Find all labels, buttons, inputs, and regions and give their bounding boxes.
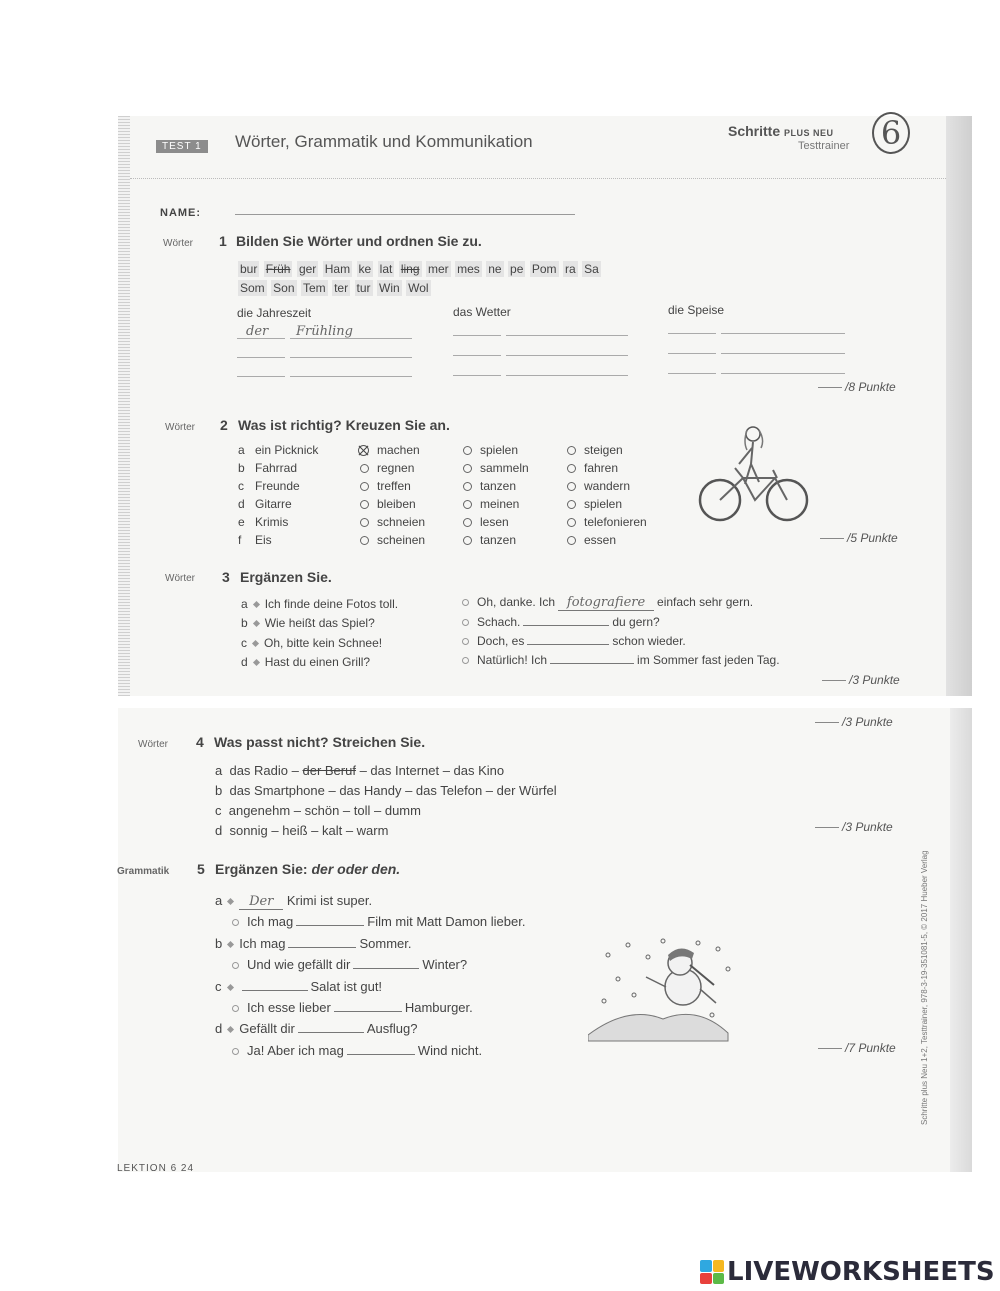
option-label: bleiben [377, 497, 416, 511]
option[interactable] [463, 443, 518, 457]
diamond-icon [226, 984, 233, 991]
diamond-icon [253, 620, 260, 627]
s3-points [822, 673, 900, 687]
option-label: treffen [377, 479, 411, 493]
answer-blank[interactable] [453, 335, 501, 336]
row-letter: a [238, 443, 245, 457]
answer-blank[interactable] [668, 353, 716, 354]
syllable: Som [240, 281, 265, 295]
question-text: Wie heißt das Spiel? [264, 616, 375, 630]
option[interactable] [463, 533, 516, 547]
option[interactable] [567, 479, 630, 493]
syllable: ra [564, 262, 576, 276]
row-letter: b [241, 616, 248, 630]
line-text: Ich mag [247, 914, 294, 929]
row-letter: a [241, 597, 248, 611]
word-list: – das Internet – das Kino [359, 763, 505, 778]
answer-blank[interactable] [237, 376, 285, 377]
answer-blank[interactable] [721, 353, 845, 354]
line-text: Film mit Matt Damon lieber. [367, 914, 526, 929]
radio-circle-icon [360, 518, 369, 527]
row-letter: d [215, 1021, 223, 1036]
s5-line-b2 [232, 957, 467, 972]
syllable: Win [379, 281, 400, 295]
circle-bullet-icon [232, 962, 239, 969]
s3-answer-d [462, 653, 780, 667]
answer-blank[interactable] [298, 1032, 364, 1033]
diamond-icon [227, 941, 234, 948]
line-text: Winter? [422, 957, 468, 972]
line-text: Ich esse lieber [247, 1000, 331, 1015]
lesson-number: 6 [872, 112, 910, 154]
question-text: Oh, bitte kein Schnee! [264, 636, 383, 650]
s1-title: Bilden Sie Wörter und ordnen Sie zu. [236, 233, 482, 249]
diamond-icon [227, 1026, 234, 1033]
s4-tag: Wörter [138, 739, 168, 750]
s5-points [818, 1041, 896, 1055]
row-letter: c [215, 803, 222, 818]
row-item: Krimis [255, 515, 289, 529]
row-item: Eis [255, 533, 272, 547]
line-text: Ja! Aber ich mag [247, 1043, 344, 1058]
s5-number: 5 [197, 861, 205, 877]
row-letter: c [215, 979, 222, 994]
row-letter: e [238, 515, 245, 529]
points-top-lower [815, 715, 893, 729]
answer-blank[interactable] [523, 625, 609, 626]
scan-edge-right [946, 116, 972, 696]
answer-blank[interactable] [353, 968, 419, 969]
syllable-crossed: Früh [265, 262, 291, 276]
syllable: ger [298, 262, 317, 276]
answer-blank[interactable] [506, 335, 628, 336]
radio-circle-icon [463, 482, 472, 491]
syllable: Sa [584, 262, 599, 276]
answer-blank[interactable] [453, 355, 501, 356]
name-input[interactable] [235, 214, 575, 215]
header-divider [130, 178, 946, 179]
syllable: mes [457, 262, 480, 276]
word-struck[interactable]: der Beruf [302, 763, 356, 778]
circle-bullet-icon [232, 1005, 239, 1012]
circle-bullet-icon [462, 619, 469, 626]
word-list: angenehm – schön – toll – dumm [228, 803, 421, 818]
s1-points [818, 380, 896, 394]
s3-answer-c [462, 634, 686, 648]
option[interactable] [463, 461, 529, 475]
syllable: ter [334, 281, 349, 295]
radio-circle-icon [360, 464, 369, 473]
syllable-crossed: ling [400, 262, 420, 276]
answer-text: du gern? [612, 615, 660, 629]
option-label: regnen [377, 461, 415, 475]
option[interactable] [463, 515, 509, 529]
circle-bullet-icon [462, 599, 469, 606]
option-label: steigen [584, 443, 623, 457]
example-article: der [246, 324, 269, 339]
s5-points-text: /7 Punkte [845, 1041, 896, 1055]
row-item: Freunde [255, 479, 300, 493]
line-text: Ausflug? [366, 1021, 418, 1036]
brand-small: PLUS NEU [784, 128, 834, 138]
answer-text: Oh, danke. Ich [477, 595, 556, 609]
answer-text: Schach. [477, 615, 521, 629]
radio-circle-icon [567, 536, 576, 545]
syllable: Son [273, 281, 295, 295]
line-text: Und wie gefällt dir [247, 957, 351, 972]
line-text: Wind nicht. [417, 1043, 483, 1058]
row-item: Fahrrad [255, 461, 298, 475]
s1-number: 1 [219, 233, 227, 249]
scan-edge-left [118, 116, 130, 696]
s2-points-text: /5 Punkte [847, 531, 898, 545]
checked-circle-icon [358, 445, 369, 456]
option-label: meinen [480, 497, 520, 511]
s2-tag: Wörter [165, 422, 195, 433]
answer-blank[interactable] [237, 338, 285, 339]
s3-answer-b [462, 615, 660, 629]
row-item: ein Picknick [255, 443, 319, 457]
word-list: das Radio – [229, 763, 299, 778]
s3-points-text: /3 Punkte [849, 673, 900, 687]
s5-line-d1 [215, 1021, 417, 1036]
s3-tag: Wörter [165, 573, 195, 584]
row-letter: a [215, 893, 223, 908]
answer-blank[interactable] [506, 355, 628, 356]
snowman-illustration [588, 935, 738, 1045]
answer-blank[interactable] [290, 338, 412, 339]
line-text: Salat ist gut! [310, 979, 383, 994]
syllable-row-1 [238, 260, 601, 278]
diamond-icon [253, 601, 260, 608]
s3-question-a [241, 597, 398, 611]
option[interactable] [567, 533, 616, 547]
option-label: telefonieren [584, 515, 647, 529]
answer-blank[interactable] [550, 663, 634, 664]
option[interactable] [360, 533, 425, 547]
s5-line-c1 [215, 979, 382, 994]
page-title: Wörter, Grammatik und Kommunikation [235, 132, 533, 151]
s1-tag: Wörter [163, 238, 193, 249]
radio-circle-icon [463, 518, 472, 527]
radio-circle-icon [567, 500, 576, 509]
option-label: scheinen [377, 533, 426, 547]
option[interactable] [360, 479, 411, 493]
s4-points-text: /3 Punkte [842, 820, 893, 834]
line-text: Hamburger. [404, 1000, 473, 1015]
copyright-side-text: Schritte plus Neu 1+2, Testtrainer, 978-3-19-351081-5, © 2017 Hueber Verlag [920, 850, 929, 1125]
row-item: Gitarre [255, 497, 292, 511]
s3-question-b [241, 616, 375, 630]
answer-text: Natürlich! Ich [477, 653, 548, 667]
syllable-row-2 [238, 279, 431, 297]
circle-bullet-icon [232, 1048, 239, 1055]
radio-circle-icon [567, 464, 576, 473]
test-badge: TEST 1 [156, 140, 208, 153]
diamond-icon [253, 659, 260, 666]
option-label: schneien [377, 515, 426, 529]
name-label: NAME: [160, 207, 202, 219]
option[interactable] [463, 497, 519, 511]
s5-title-text: Ergänzen Sie: [215, 861, 308, 877]
option-label: sammeln [480, 461, 529, 475]
answer-blank[interactable] [668, 373, 716, 374]
s3-title: Ergänzen Sie. [240, 569, 332, 585]
page-footer: LEKTION 6 24 [117, 1163, 195, 1174]
diamond-icon [227, 898, 234, 905]
row-letter: a [215, 763, 223, 778]
s5-title-emphasis: der oder den. [311, 861, 401, 877]
answer-blank[interactable] [506, 375, 628, 376]
syllable: pe [510, 262, 524, 276]
word-list: sonnig – heiß – kalt – warm [229, 823, 389, 838]
row-letter: b [215, 783, 223, 798]
radio-circle-icon [463, 500, 472, 509]
row-letter: b [238, 461, 245, 475]
liveworksheets-logo [700, 1258, 995, 1286]
s5-line-c2 [232, 1000, 473, 1015]
s2-number: 2 [220, 417, 228, 433]
option[interactable] [463, 479, 516, 493]
option-label: machen [377, 443, 420, 457]
row-letter: c [241, 636, 247, 650]
s3-answer-a [462, 595, 753, 611]
row-letter: d [238, 497, 245, 511]
radio-circle-icon [567, 518, 576, 527]
circle-bullet-icon [462, 657, 469, 664]
answer-blank[interactable] [242, 990, 308, 991]
radio-circle-icon [567, 446, 576, 455]
points-top-lower-text: /3 Punkte [842, 715, 893, 729]
option[interactable] [567, 497, 622, 511]
question-text: Hast du einen Grill? [264, 655, 371, 669]
line-text: Sommer. [359, 936, 412, 951]
syllable: mer [427, 262, 449, 276]
s5-title [215, 861, 400, 877]
syllable: ke [358, 262, 372, 276]
radio-circle-icon [567, 482, 576, 491]
radio-circle-icon [360, 536, 369, 545]
circle-bullet-icon [232, 919, 239, 926]
answer-blank[interactable] [721, 333, 845, 334]
syllable: Tem [302, 281, 326, 295]
word-list: das Smartphone – das Handy – das Telefon – der Würfel [229, 783, 557, 798]
option-label: spielen [584, 497, 623, 511]
circle-bullet-icon [462, 638, 469, 645]
s2-title: Was ist richtig? Kreuzen Sie an. [238, 417, 450, 433]
s5-tag: Grammatik [117, 866, 170, 877]
s5-line-b1 [215, 936, 412, 951]
answer-text: einfach sehr gern. [657, 595, 754, 609]
radio-circle-icon [360, 482, 369, 491]
s5-line-d2 [232, 1043, 482, 1058]
answer-blank[interactable] [334, 1011, 402, 1012]
syllable: tur [356, 281, 371, 295]
answer-blank[interactable] [290, 357, 412, 358]
option[interactable] [567, 443, 623, 457]
s1-points-text: /8 Punkte [845, 380, 896, 394]
brand-subtitle: Testtrainer [798, 140, 850, 152]
question-text: Ich finde deine Fotos toll. [264, 597, 399, 611]
option-label: essen [584, 533, 617, 547]
radio-circle-icon [463, 536, 472, 545]
line-text: Krimi ist super. [286, 893, 373, 908]
s4-row-d[interactable] [215, 823, 388, 838]
row-letter: f [238, 533, 242, 547]
scan-edge-right-bottom [950, 708, 972, 1172]
cyclist-illustration [695, 420, 815, 525]
answer-blank[interactable] [527, 644, 609, 645]
option[interactable] [360, 497, 416, 511]
row-letter: c [238, 479, 244, 493]
option[interactable] [567, 461, 618, 475]
answer-blank[interactable] [668, 333, 716, 334]
s5-line-a1 [215, 893, 372, 910]
s3-number: 3 [222, 569, 230, 585]
option-label: wandern [584, 479, 631, 493]
line-text: Ich mag [239, 936, 286, 951]
answer-blank[interactable] [453, 375, 501, 376]
answer-text: Doch, es [477, 634, 525, 648]
s4-number: 4 [196, 734, 204, 750]
answer-blank[interactable] [237, 357, 285, 358]
column-header-jahreszeit: die Jahreszeit [237, 306, 312, 320]
answer-blank[interactable] [288, 947, 356, 948]
s4-row-c[interactable] [215, 803, 421, 818]
s4-points [815, 820, 893, 834]
syllable: Wol [408, 281, 429, 295]
s2-points [820, 531, 898, 545]
answer-blank[interactable] [347, 1054, 415, 1055]
row-letter: d [241, 655, 248, 669]
liveworksheets-logo-icon [700, 1260, 724, 1284]
option[interactable] [360, 515, 425, 529]
brand-main: Schritte [728, 123, 781, 139]
option[interactable] [360, 461, 414, 475]
answer-blank-filled[interactable]: Der [239, 894, 283, 910]
s3-question-c [241, 636, 382, 650]
option[interactable] [567, 515, 647, 529]
answer-text: schon wieder. [612, 634, 686, 648]
option-label: fahren [584, 461, 619, 475]
example-word: Frühling [296, 324, 353, 339]
radio-circle-icon [463, 464, 472, 473]
s4-title: Was passt nicht? Streichen Sie. [214, 734, 426, 750]
option-label: lesen [480, 515, 509, 529]
column-header-speise: die Speise [668, 303, 725, 317]
s3-question-d [241, 655, 370, 669]
option-label: tanzen [480, 533, 517, 547]
option-label: spielen [480, 443, 519, 457]
option-label: tanzen [480, 479, 517, 493]
answer-blank-filled[interactable]: fotografiere [558, 595, 654, 611]
line-text: Gefällt dir [239, 1021, 295, 1036]
syllable: lat [379, 262, 393, 276]
radio-circle-icon [463, 446, 472, 455]
row-letter: d [215, 823, 223, 838]
answer-blank[interactable] [290, 376, 412, 377]
answer-text: im Sommer fast jeden Tag. [637, 653, 780, 667]
syllable: Ham [324, 262, 351, 276]
s5-line-a2 [232, 914, 525, 929]
s4-row-b[interactable] [215, 783, 557, 798]
column-header-wetter: das Wetter [453, 305, 511, 319]
brand-logo [728, 123, 834, 139]
diamond-icon [252, 640, 259, 647]
option-checked[interactable] [358, 443, 420, 457]
radio-circle-icon [360, 500, 369, 509]
answer-blank[interactable] [296, 925, 364, 926]
liveworksheets-logo-text: LIVEWORKSHEETS [727, 1257, 995, 1287]
syllable: bur [240, 262, 258, 276]
row-letter: b [215, 936, 223, 951]
s4-row-a [215, 763, 504, 778]
answer-blank[interactable] [721, 373, 845, 374]
syllable: ne [488, 262, 502, 276]
syllable: Pom [531, 262, 557, 276]
